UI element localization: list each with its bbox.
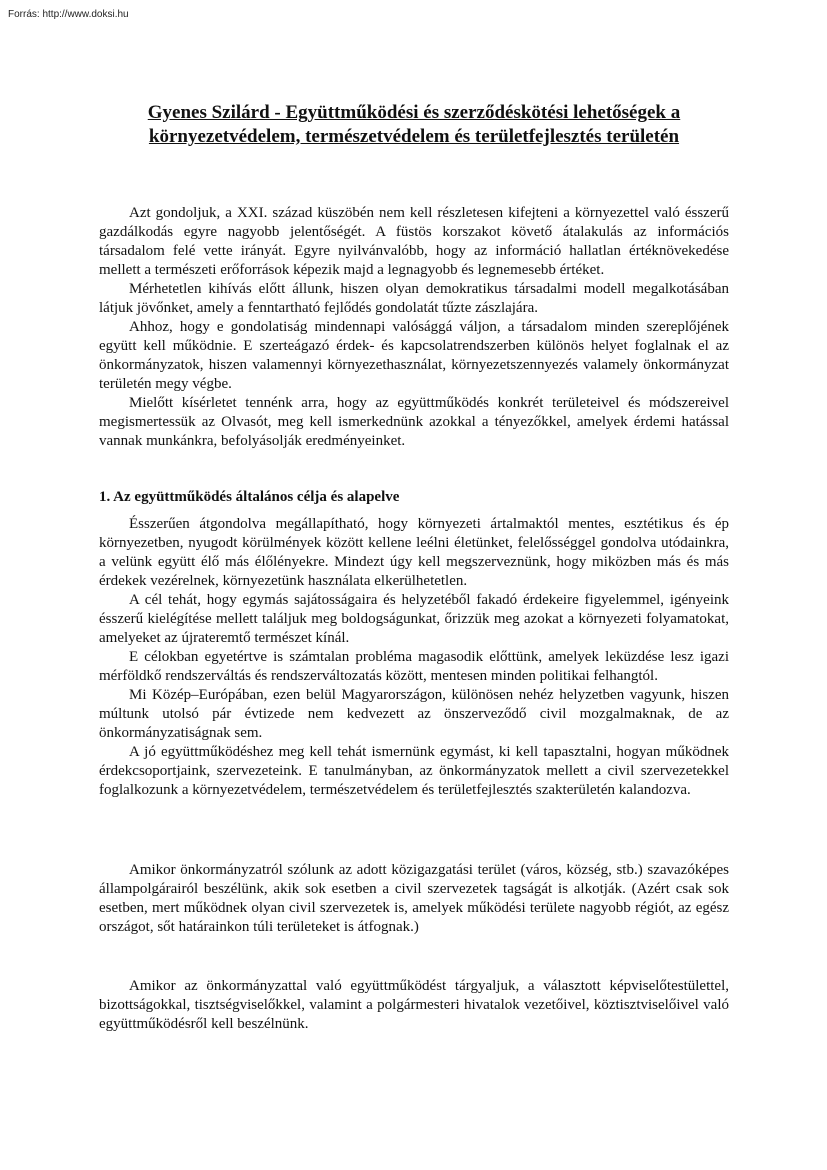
section-paragraph-3: E célokban egyetértve is számtalan probléma magasodik előttünk, amelyek leküzdése lesz igazi mérföldkő rendszerváltás és rendszerváltozatás között, mentesen minden politikai felhangtól. (99, 649, 729, 684)
section-paragraph-4: Mi Közép–Európában, ezen belül Magyarországon, különösen nehéz helyzetben vagyunk, hiszen múltunk utolsó pár évtizede nem kedvezett az önszerveződő civil mozgalmaknak, de az önkormányzatiságnak sem. (99, 687, 729, 741)
section-paragraph-5: A jó együttműködéshez meg kell tehát ismernünk egymást, ki kell tapasztalni, hogyan működnek érdekcsoportjaink, szervezeteink. E tanulmányban, az önkormányzatok mellett a civil szervezetekkel foglalkozunk a környezetvédelem, természetvédelem és területfejlesztés szakterületén kalandozva. (99, 744, 729, 798)
section-paragraph-2: A cél tehát, hogy egymás sajátosságaira és helyzetéből fakadó érdekeire figyelemmel, igényeink ésszerű kielégítése mellett találjuk meg boldogságunkat, őrizzük meg azokat a környezeti folyamatokat, amelyeket az újrateremtő természet kínál. (99, 592, 729, 646)
intro-paragraph-2: Mérhetetlen kihívás előtt állunk, hiszen olyan demokratikus társadalmi modell megalkotásában látjuk jövőnket, amely a fenntartható fejlődés gondolatát tűzte zászlajára. (99, 281, 729, 316)
section-paragraph-1: Ésszerűen átgondolva megállapítható, hogy környezeti ártalmaktól mentes, esztétikus és ép környezetben, nyugodt körülmények között kellene leélni életünket, felelősséggel gondolva utódainkra, a velünk együtt élő más élőlényekre. Mindezt úgy kell megszerveznünk, hogy miközben más és más érdekek vezérelnek, környezetünk használata elkerülhetetlen. (99, 516, 729, 589)
intro-section (99, 204, 729, 451)
intro-paragraph-4: Mielőtt kísérletet tennénk arra, hogy az együttműködés konkrét területeivel és módszereivel megismertessük az Olvasót, meg kell ismerkednünk azokkal a tényezőkkel, amelyek érdemi hatással vannak munkánkra, befolyásolják eredményeinket. (99, 395, 729, 449)
intro-paragraph-1: Azt gondoljuk, a XXI. század küszöbén nem kell részletesen kifejteni a környezettel való ésszerű gazdálkodás egyre nagyobb jelentőségét. A füstös korszakot követő átalakulás az információs társadalom felé vette irányát. Egyre nyilvánvalóbb, hogy az információ hallatlan értéknövekedése mellett a természeti erőforrások képezik majd a legnagyobb és legnemesebb értéket. (99, 205, 729, 278)
municipality-paragraph-block (99, 861, 729, 937)
cooperation-paragraph-block (99, 977, 729, 1034)
source-url: Forrás: http://www.doksi.hu (8, 9, 129, 20)
section-1-body (99, 515, 729, 800)
document-title: Gyenes Szilárd - Együttműködési és szerződéskötési lehetőségek a környezetvédelem, természetvédelem és területfejlesztés területén (147, 102, 681, 147)
cooperation-paragraph: Amikor az önkormányzattal való együttműködést tárgyaljuk, a választott képviselőtestülettel, bizottságokkal, tisztségviselőkkel, valamint a polgármesteri hivatalok vezetőivel, köztisztviselőivel való együttműködésről kell beszélnünk. (99, 978, 729, 1032)
intro-paragraph-3: Ahhoz, hogy e gondolatiság mindennapi valósággá váljon, a társadalom minden szereplőjének együtt kell működnie. E szerteágazó érdek- és kapcsolatrendszerben különös helyet foglalnak el az önkormányzatok, hiszen valamennyi környezethasználat, környezetszennyezés valamely önkormányzat területén megy végbe. (99, 319, 729, 392)
municipality-paragraph: Amikor önkormányzatról szólunk az adott közigazgatási terület (város, község, stb.) szavazóképes állampolgárairól beszélünk, akik sok esetben a civil szervezetek tagságát is alkotják. (Azért csak sok esetben, mert működnek olyan civil szervezetek is, amelyek működési területe nagyobb régiót, az egész országot, sőt határainkon túli területeket is átfognak.) (99, 862, 729, 935)
section-heading: 1. Az együttműködés általános célja és alapelve (99, 489, 400, 505)
